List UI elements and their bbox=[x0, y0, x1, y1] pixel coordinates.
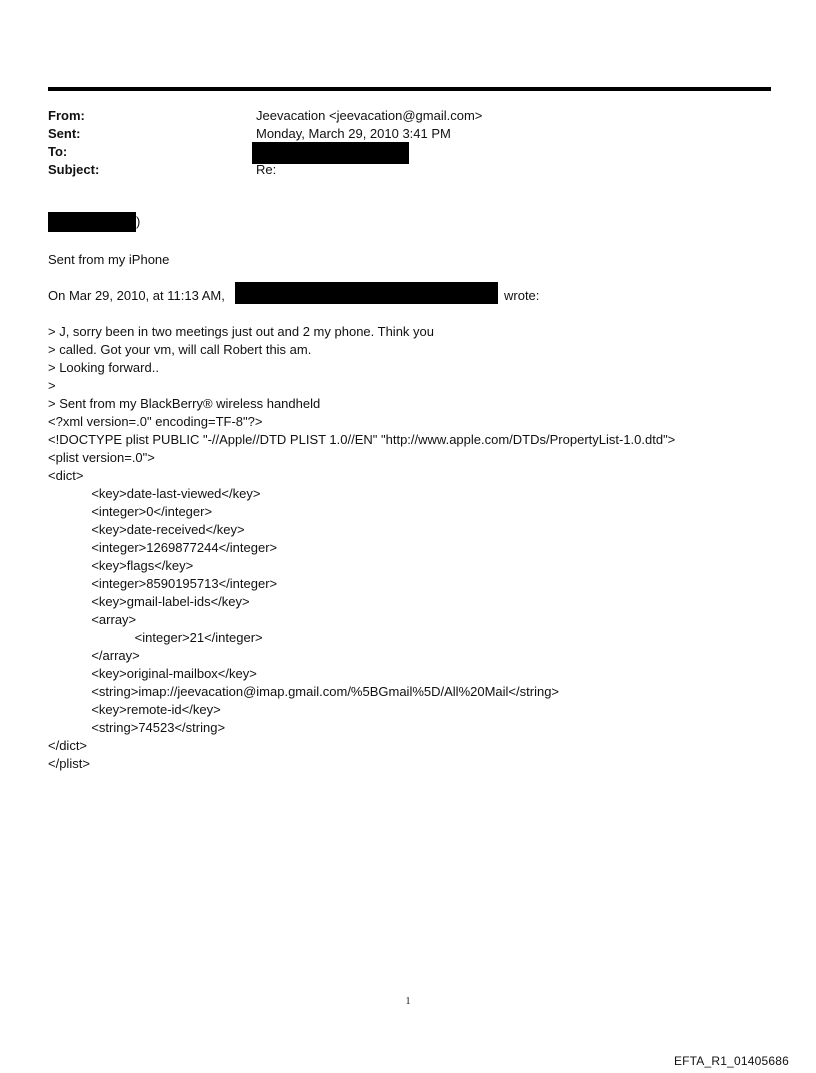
subject-value: Re: bbox=[256, 162, 277, 177]
body-line: <integer>1269877244</integer> bbox=[48, 540, 278, 555]
body-line: > Looking forward.. bbox=[48, 360, 159, 375]
body-line: <key>remote-id</key> bbox=[48, 702, 221, 717]
body-line: > bbox=[48, 378, 56, 393]
body-line: <string>74523</string> bbox=[48, 720, 226, 735]
body-line: <key>date-last-viewed</key> bbox=[48, 486, 261, 501]
body-line: <array> bbox=[48, 612, 137, 627]
body-line: <integer>8590195713</integer> bbox=[48, 576, 278, 591]
page-number: 1 bbox=[405, 996, 411, 1007]
body-line: <integer>0</integer> bbox=[48, 504, 213, 519]
from-label: From: bbox=[48, 108, 85, 123]
greeting-redaction bbox=[48, 212, 136, 232]
body-line: </dict> bbox=[48, 738, 88, 753]
sent-value: Monday, March 29, 2010 3:41 PM bbox=[256, 126, 451, 141]
body-line: <plist version=.0"> bbox=[48, 450, 155, 465]
body-line: <dict> bbox=[48, 468, 84, 483]
body-line: > called. Got your vm, will call Robert this am. bbox=[48, 342, 312, 357]
quoted-message bbox=[48, 323, 675, 773]
from-value: Jeevacation <jeevacation@gmail.com> bbox=[256, 108, 483, 123]
sent-label: Sent: bbox=[48, 126, 81, 141]
quote-intro: On Mar 29, 2010, at 11:13 AM, bbox=[48, 288, 225, 303]
body-line: </plist> bbox=[48, 756, 90, 771]
body-line: <key>gmail-label-ids</key> bbox=[48, 594, 250, 609]
document-id: EFTA_R1_01405686 bbox=[673, 1054, 789, 1068]
quote-wrote: wrote: bbox=[504, 288, 540, 303]
body-line: <key>flags</key> bbox=[48, 558, 194, 573]
body-line: <?xml version=.0" encoding=TF-8"?> bbox=[48, 414, 263, 429]
body-line: <integer>21</integer> bbox=[48, 630, 263, 645]
body-line: </array> bbox=[48, 648, 140, 663]
sender-redaction bbox=[235, 282, 498, 304]
body-line: > Sent from my BlackBerry® wireless handheld bbox=[48, 396, 321, 411]
sent-from-line: Sent from my iPhone bbox=[48, 252, 170, 267]
body-line: <!DOCTYPE plist PUBLIC "-//Apple//DTD PLIST 1.0//EN" "http://www.apple.com/DTDs/PropertyList-1.0.dtd"> bbox=[48, 432, 676, 447]
header-rule bbox=[48, 87, 771, 91]
greeting-suffix: ) bbox=[136, 214, 141, 229]
body-line: <key>date-received</key> bbox=[48, 522, 245, 537]
body-line: > J, sorry been in two meetings just out and 2 my phone. Think you bbox=[48, 324, 435, 339]
body-line: <string>imap://jeevacation@imap.gmail.com/%5BGmail%5D/All%20Mail</string> bbox=[48, 684, 560, 699]
subject-label: Subject: bbox=[48, 162, 100, 177]
body-line: <key>original-mailbox</key> bbox=[48, 666, 257, 681]
to-label: To: bbox=[48, 144, 68, 159]
